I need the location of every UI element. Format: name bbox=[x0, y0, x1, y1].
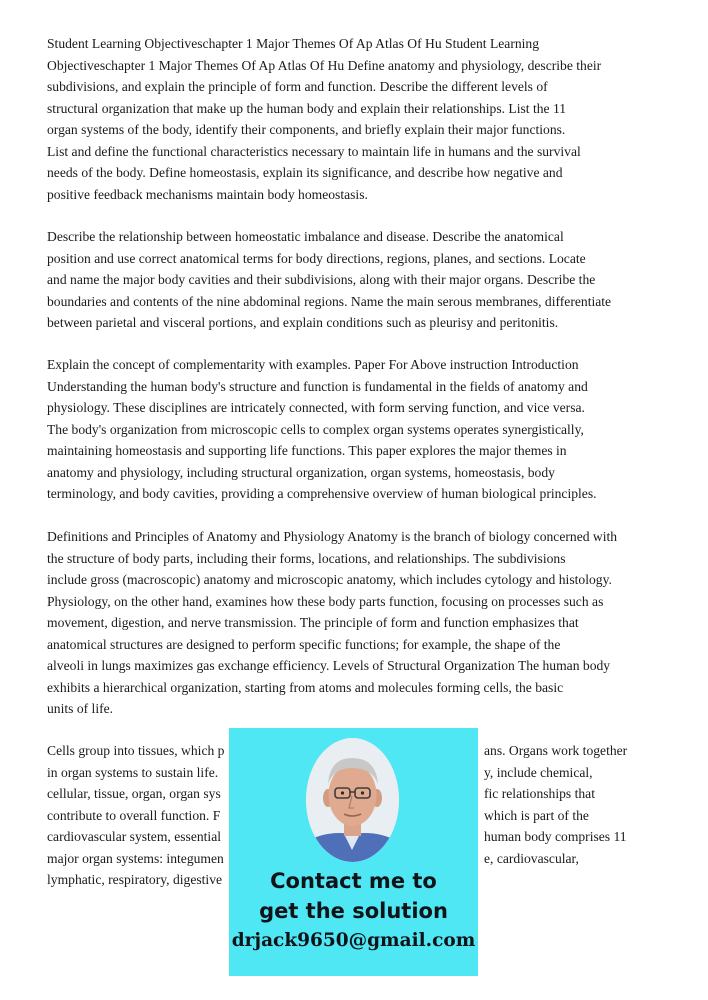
text-line: Objectiveschapter 1 Major Themes Of Ap Atlas Of Hu Define anatomy and physiology, describe their bbox=[47, 57, 602, 73]
text-line: and name the major body cavities and their subdivisions, along with their major organs. Describe the bbox=[47, 272, 596, 287]
text-line: cellular, tissue, organ, organ sys bbox=[47, 786, 221, 801]
text-line: positive feedback mechanisms maintain body homeostasis. bbox=[47, 186, 368, 202]
text-line: exhibits a hierarchical organization, starting from atoms and molecules forming cells, the basic bbox=[47, 679, 564, 695]
text-line: lymphatic, respiratory, digestive bbox=[47, 872, 223, 887]
text-line: organ systems of the body, identify their components, and briefly explain their major functions. bbox=[47, 122, 566, 137]
text-line: movement, digestion, and nerve transmission. The principle of form and function emphasizes that bbox=[47, 615, 579, 630]
text-line-fragment: human body comprises 11 bbox=[484, 829, 627, 844]
text-line-fragment: which is part of the bbox=[484, 807, 589, 823]
text-line: anatomical structures are designed to perform specific functions; for example, the shape of the bbox=[47, 636, 561, 652]
text-line: Physiology, on the other hand, examines how these body parts function, focusing on processes such as bbox=[47, 593, 604, 609]
text-line: Explain the concept of complementarity with examples. Paper For Above instruction Introduction bbox=[47, 357, 579, 372]
author-portrait bbox=[306, 738, 399, 862]
ad-headline-line1: Contact me to bbox=[270, 869, 437, 893]
contact-ad-banner[interactable] bbox=[229, 728, 478, 976]
text-line: subdivisions, and explain the principle of form and function. Describe the different levels of bbox=[47, 79, 548, 94]
text-line: in organ systems to sustain life. bbox=[47, 764, 219, 780]
text-line: between parietal and visceral portions, and explain conditions such as pleurisy and peritonitis. bbox=[47, 315, 559, 330]
text-line: Definitions and Principles of Anatomy and Physiology Anatomy is the branch of biology concerned with bbox=[47, 529, 618, 544]
text-line: Cells group into tissues, which p bbox=[47, 743, 225, 758]
text-line-fragment: y, include chemical, bbox=[484, 764, 593, 780]
text-line: alveoli in lungs maximizes gas exchange efficiency. Levels of Structural Organization The human body bbox=[47, 658, 611, 673]
text-line: The body's organization from microscopic cells to complex organ systems operates synergistically, bbox=[47, 421, 584, 437]
text-line: position and use correct anatomical terms for body directions, regions, planes, and sections. Locate bbox=[47, 250, 586, 266]
person-portrait-icon bbox=[306, 738, 399, 862]
text-line: Describe the relationship between homeostatic imbalance and disease. Describe the anatomical bbox=[47, 229, 564, 244]
text-line: the structure of body parts, including their forms, locations, and relationships. The subdivisions bbox=[47, 550, 566, 566]
text-line: boundaries and contents of the nine abdominal regions. Name the main serous membranes, differentiate bbox=[47, 293, 612, 309]
contact-email[interactable]: drjack9650@gmail.com bbox=[231, 930, 476, 951]
text-line: Student Learning Objectiveschapter 1 Major Themes Of Ap Atlas Of Hu Student Learning bbox=[47, 36, 540, 51]
text-line: cardiovascular system, essential bbox=[47, 829, 222, 844]
text-line-fragment: ans. Organs work together bbox=[484, 743, 628, 758]
text-line: needs of the body. Define homeostasis, explain its significance, and describe how negative and bbox=[47, 165, 563, 180]
text-line-fragment: fic relationships that bbox=[484, 786, 595, 801]
text-line-fragment: e, cardiovascular, bbox=[484, 850, 579, 866]
text-line: physiology. These disciplines are intricately connected, with form serving function, and vice versa. bbox=[47, 400, 585, 415]
text-line: structural organization that make up the human body and explain their relationships. List the 11 bbox=[47, 100, 567, 116]
text-line: units of life. bbox=[47, 701, 114, 716]
text-line: maintaining homeostasis and supporting life functions. This paper explores the major themes in bbox=[47, 443, 567, 458]
ad-headline-line2: get the solution bbox=[259, 899, 448, 923]
text-line: List and define the functional characteristics necessary to maintain life in humans and the survival bbox=[47, 143, 581, 159]
text-line: major organ systems: integumen bbox=[47, 850, 224, 866]
text-line: Understanding the human body's structure and function is fundamental in the fields of anatomy and bbox=[47, 378, 588, 394]
text-line: contribute to overall function. F bbox=[47, 807, 221, 823]
text-line: include gross (macroscopic) anatomy and microscopic anatomy, which includes cytology and histology. bbox=[47, 572, 612, 587]
text-line: terminology, and body cavities, providing a comprehensive overview of human biological principles. bbox=[47, 486, 597, 501]
text-line: anatomy and physiology, including structural organization, organ systems, homeostasis, body bbox=[47, 464, 555, 480]
